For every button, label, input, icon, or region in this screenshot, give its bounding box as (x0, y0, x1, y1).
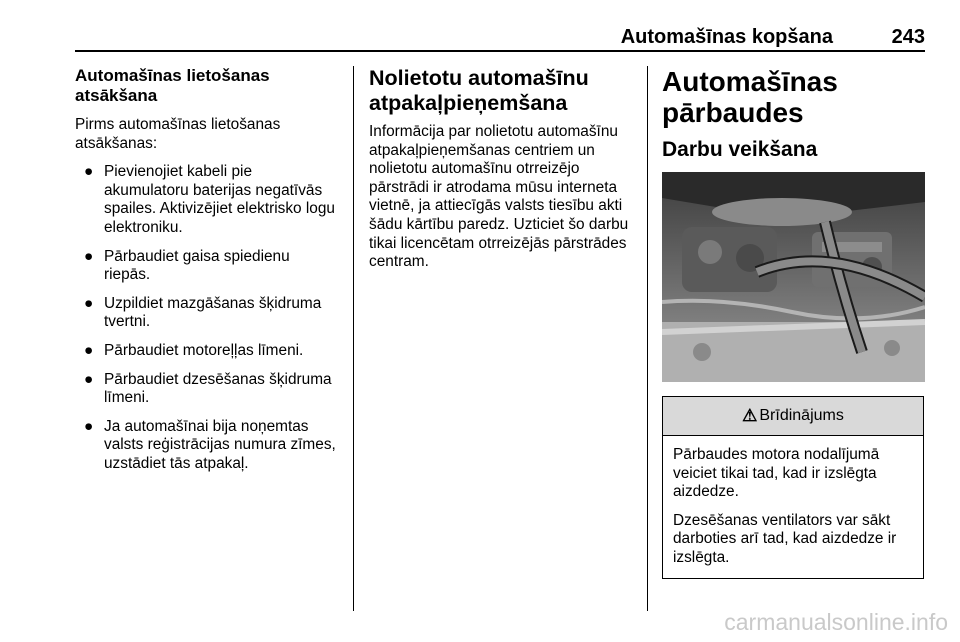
bullet-icon: ● (84, 294, 94, 312)
list-item: ● Pārbaudiet dzesēšanas šķidruma līmeni. (84, 370, 332, 407)
warning-text: Dzesēšanas ventilators var sākt darboties arī tad, kad aizdedze ir izslēgta. (673, 511, 897, 566)
bullet-icon: ● (84, 163, 94, 181)
warning-header (663, 397, 923, 436)
intro-text: Pirms automašīnas lietošanas atsākšanas: (75, 116, 281, 152)
section-heading: Nolietotu automašīnu atpakaļpieņemšana (369, 66, 589, 115)
bullet-icon: ● (84, 247, 94, 265)
checklist (75, 163, 339, 473)
chapter-heading: Automašīnas pārbaudes (662, 66, 838, 128)
engine-bay-photo (662, 172, 925, 382)
header-rule (75, 50, 925, 52)
body-text: Informācija par nolietotu automašīnu atpakaļpieņemšanas centriem un nolietotu automašīnu otrreizējo pārstrādi ir atrodama mūsu interneta vietnē, ja attiecīgās valsts tiesību akti šādu kārtību paredz. Uzticiet šo darbu tikai licencētam otrreizējās pārstrādes centram. (369, 123, 629, 271)
page-number: 243 (891, 26, 925, 48)
watermark: carmanualsonline.info (724, 609, 948, 635)
column-divider (647, 66, 648, 611)
subsection-heading: Darbu veikšana (662, 138, 818, 161)
column-vehicle-checks (662, 66, 925, 579)
bullet-icon: ● (84, 370, 94, 388)
column-restart-usage (75, 66, 339, 484)
warning-box (662, 396, 924, 579)
warning-title: Brīdinājums (759, 407, 844, 424)
warning-body (663, 436, 923, 568)
page-header (75, 22, 925, 52)
column-divider (353, 66, 354, 611)
warning-text: Pārbaudes motora nodalījumā veiciet tikai tad, kad ir izslēgta aizdedze. (673, 446, 880, 501)
list-item: ● Pievienojiet kabeli pie akumulatoru baterijas negatīvās spailes. Aktivizējiet elektrisko logu elektroniku. (84, 163, 335, 236)
bullet-icon: ● (84, 417, 94, 435)
section-heading: Automašīnas lietošanas atsākšana (75, 66, 270, 105)
running-title: Automašīnas kopšana (620, 26, 833, 48)
warning-triangle-icon: ⚠ (742, 406, 758, 425)
list-item: ● Ja automašīnai bija noņemtas valsts reģistrācijas numura zīmes, uzstādiet tās atpakaļ. (84, 417, 336, 472)
bullet-icon: ● (84, 341, 94, 359)
list-item: ● Uzpildiet mazgāšanas šķidruma tvertni. (84, 294, 322, 331)
column-vehicle-recycling (369, 66, 635, 282)
list-item: ● Pārbaudiet gaisa spiedienu riepās. (84, 247, 290, 284)
list-item: ● Pārbaudiet motoreļļas līmeni. (84, 341, 304, 359)
